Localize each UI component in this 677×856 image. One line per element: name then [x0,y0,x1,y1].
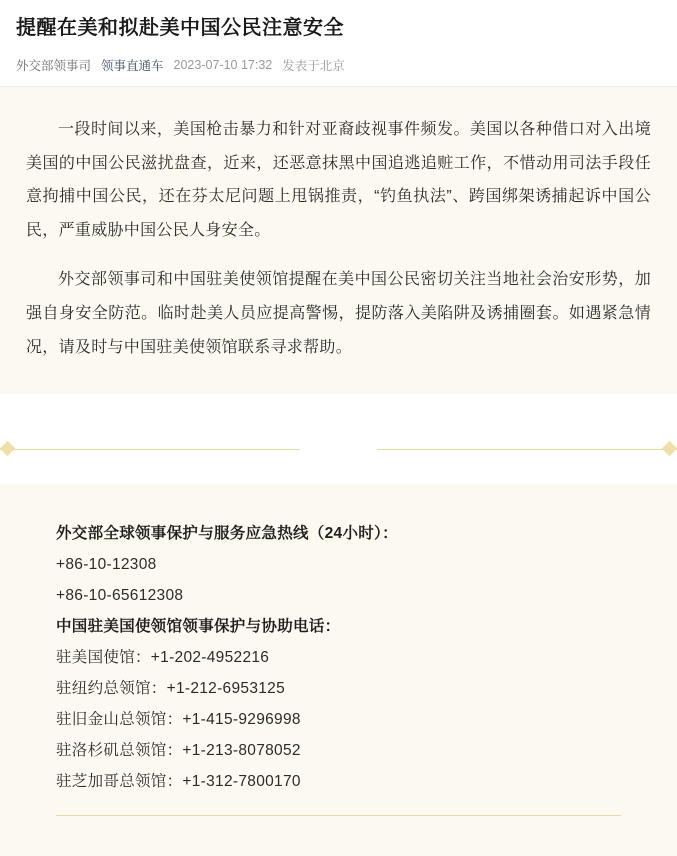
contact-section [0,484,677,842]
embassy-number: 驻旧金山总领馆：+1-415-9296998 [56,711,301,729]
meta-location: 发表于北京 [282,59,345,73]
embassy-number: 驻洛杉矶总领馆：+1-213-8078052 [56,742,301,760]
article-meta [16,56,661,86]
meta-account[interactable]: 领事直通车 [101,59,164,73]
footer-spacer [0,842,677,856]
meta-source: 外交部领事司 [16,59,92,73]
contact-content [0,518,677,816]
contact-rule [56,815,621,816]
article-header [0,0,677,86]
hotline-number: +86-10-12308 [56,556,157,574]
embassy-number: 驻芝加哥总领馆：+1-312-7800170 [56,773,301,791]
article-paragraph: 外交部领事司和中国驻美使领馆提醒在美中国公民密切关注当地社会治安形势，加强自身安全防范。临时赴美人员应提高警惕，提防落入美陷阱及诱捕圈套。如遇紧急情况，请及时与中国驻美使领馆联系寻求帮助。 [26,271,651,356]
ornament-divider [0,436,677,462]
body-spacer [0,394,677,436]
embassy-heading: 中国驻美国使领馆领事保护与协助电话： [56,618,341,636]
embassy-number: 驻美国使馆：+1-202-4952216 [56,649,270,667]
ornament-spacer [0,462,677,484]
embassy-number: 驻纽约总领馆：+1-212-6953125 [56,680,285,698]
ornament-line-right [377,449,677,450]
page-title: 提醒在美和拟赴美中国公民注意安全 [16,17,344,39]
hotline-heading: 外交部全球领事保护与服务应急热线（24小时）： [56,525,398,543]
hotline-number: +86-10-65612308 [56,587,184,605]
meta-timestamp: 2023-07-10 17:32 [173,58,273,72]
article-paragraph: 一段时间以来，美国枪击暴力和针对亚裔歧视事件频发。美国以各种借口对入出境美国的中国公民滋扰盘查，近来，还恶意抹黑中国追逃追赃工作，不惜动用司法手段任意拘捕中国公民，还在芬太尼问题上甩锅推责，“钓鱼执法”、跨国绑架诱捕起诉中国公民，严重威胁中国公民人身安全。 [26,121,651,239]
ornament-line-left [0,449,300,450]
article-body [0,87,677,394]
diamond-icon [662,441,677,457]
diamond-icon [0,441,15,457]
